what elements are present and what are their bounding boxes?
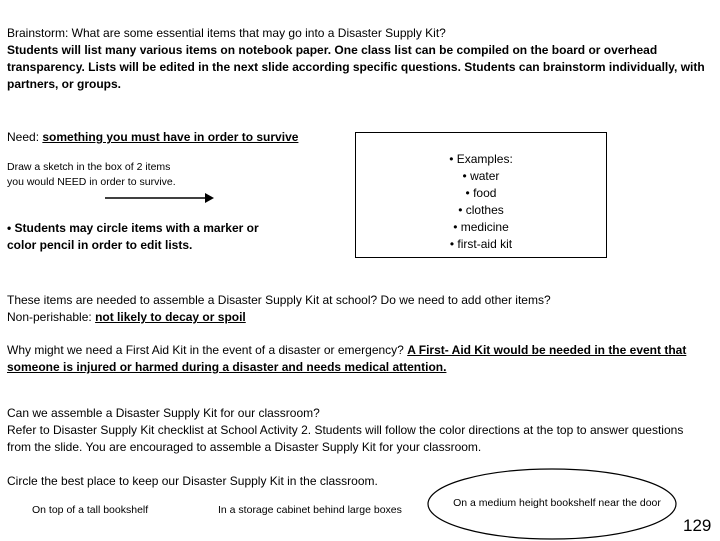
first-aid-answer: A First- Aid Kit would be needed in the event that someone is injured or harmed during a disaster and needs medical attention. [7, 343, 687, 374]
first-aid-block [7, 342, 707, 376]
brainstorm-question: Brainstorm: What are some essential items that may go into a Disaster Supply Kit? [7, 26, 446, 40]
need-definition [7, 129, 298, 146]
need-label: Need: [7, 130, 43, 144]
assemble-instructions: Refer to Disaster Supply Kit checklist at School Activity 2. Students will follow the color directions at the top to answer questions from the slide. You are encouraged to assemble a Disaster Supply Kit for your classroom. [7, 423, 684, 454]
option-medium-bookshelf: On a medium height bookshelf near the door [453, 497, 661, 509]
example-item: • clothes [458, 203, 504, 217]
assemble-block [7, 405, 707, 456]
example-item: • food [465, 186, 497, 200]
sketch-line-1: Draw a sketch in the box of 2 items [7, 161, 171, 173]
example-item: • water [462, 169, 500, 183]
non-perishable-definition-text: not likely to decay or spoil [95, 310, 246, 324]
intro-block [7, 25, 707, 93]
option-tall-bookshelf: On top of a tall bookshelf [32, 504, 149, 516]
examples-heading: • Examples: [449, 152, 513, 166]
sketch-line-2: you would NEED in order to survive. [7, 176, 176, 188]
circle-best-prompt: Circle the best place to keep our Disaster Supply Kit in the classroom. [7, 474, 378, 488]
items-needed-block [7, 292, 707, 326]
examples-box [355, 132, 607, 258]
circle-note [7, 220, 297, 254]
page-number: 129 [683, 516, 712, 535]
items-needed-question: These items are needed to assemble a Disaster Supply Kit at school? Do we need to add other items? [7, 293, 551, 307]
non-perishable-definition [7, 309, 707, 326]
right-arrow-icon [105, 191, 215, 205]
assemble-question: Can we assemble a Disaster Supply Kit for our classroom? [7, 406, 320, 420]
example-item: • medicine [453, 220, 509, 234]
need-definition-text: something you must have in order to survive [42, 130, 299, 144]
option-storage-cabinet: In a storage cabinet behind large boxes [218, 504, 402, 516]
non-perishable-label: Non-perishable: [7, 310, 96, 324]
example-item: • first-aid kit [449, 237, 513, 251]
circle-note-line-1: • Students may circle items with a marker or [7, 221, 259, 235]
circle-note-line-2: color pencil in order to edit lists. [7, 238, 193, 252]
sketch-instruction [7, 160, 207, 190]
brainstorm-instructions: Students will list many various items on notebook paper. One class list can be compiled on the board or overhead transparency. Lists will be edited in the next slide according specific questions. Students can brainstorm individually, with partners, or groups. [7, 43, 705, 91]
first-aid-question: Why might we need a First Aid Kit in the event of a disaster or emergency? [7, 343, 408, 357]
